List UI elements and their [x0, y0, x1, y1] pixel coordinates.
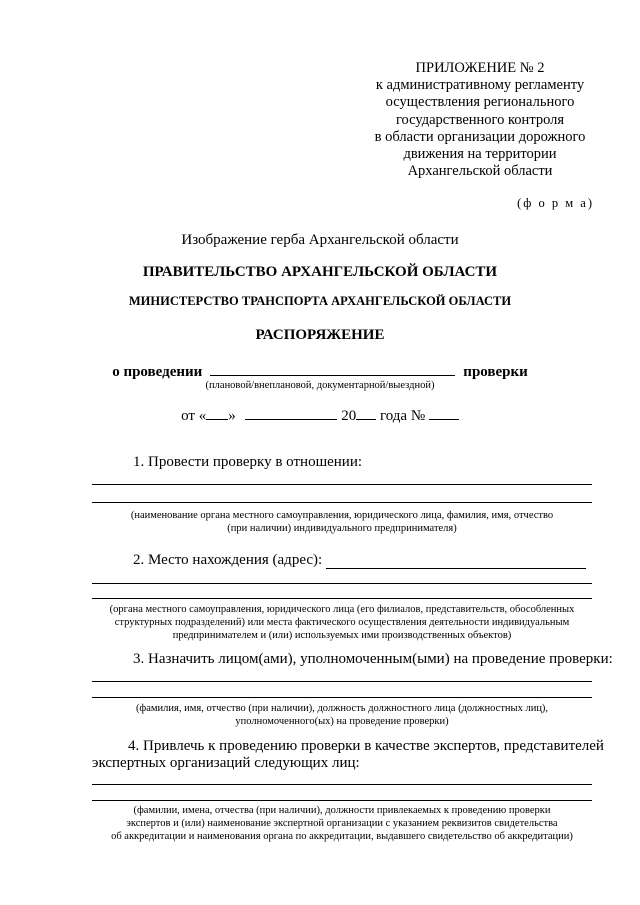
item-1-label: 1. Провести проверку в отношении:	[133, 454, 363, 470]
item-3-fill-line[interactable]	[92, 697, 592, 698]
item-2-fill-line[interactable]	[92, 583, 592, 584]
address-blank[interactable]	[326, 568, 586, 569]
month-blank[interactable]	[245, 406, 337, 420]
hint-line: предпринимателем и (или) используемых ими производственных объектов)	[172, 630, 512, 642]
check-type-line	[0, 362, 640, 381]
appendix-title: ПРИЛОЖЕНИЕ № 2	[415, 60, 545, 76]
item-3-hint	[92, 702, 592, 728]
item-3-label: 3. Назначить лицом(ами), уполномоченным(ыми) на проведение проверки:	[133, 651, 613, 667]
day-blank[interactable]	[206, 406, 228, 420]
item-2-fill-line[interactable]	[92, 598, 592, 599]
government-title: ПРАВИТЕЛЬСТВО АРХАНГЕЛЬСКОЙ ОБЛАСТИ	[142, 264, 498, 280]
form-label: (ф о р м а)	[517, 196, 594, 210]
item-1-hint	[92, 509, 592, 535]
document-type: РАСПОРЯЖЕНИЕ	[255, 327, 385, 343]
date-close-quote: »	[228, 408, 236, 424]
date-from: от «	[181, 408, 207, 424]
hint-line: (наименование органа местного самоуправления, юридического лица, фамилия, имя, отчество	[130, 510, 554, 521]
appendix-line: осуществления регионального	[385, 94, 575, 111]
appendix-line: Архангельской области	[407, 163, 553, 180]
check-type-hint: (плановой/внеплановой, документарной/выездной)	[205, 380, 435, 391]
hint-line: (фамилии, имена, отчества (при наличии), должности привлекаемых к проведению проверки	[133, 805, 551, 816]
hint-line: структурных подразделений) или места фактического осуществления деятельности индивидуальным	[114, 617, 570, 629]
item-2-label: 2. Место нахождения (адрес):	[133, 552, 323, 568]
appendix-line: в области организации дорожного	[374, 128, 586, 145]
item-4-hint	[80, 804, 604, 844]
year-blank[interactable]	[356, 406, 376, 420]
order-number-blank[interactable]	[429, 406, 459, 420]
hint-line: об аккредитации и наименования органа по аккредитации, выдавшего свидетельство об аккредитации)	[111, 831, 573, 843]
hint-line: уполномоченного(ых) на проведение проверки)	[235, 716, 449, 728]
year-prefix: 20	[341, 408, 357, 424]
hint-line: экспертов и (или) наименование экспертной организации с указанием реквизитов свидетельства	[126, 818, 558, 830]
appendix-line: государственного контроля	[395, 111, 565, 128]
item-1-fill-line[interactable]	[92, 502, 592, 503]
check-suffix: проверки	[463, 364, 528, 380]
item-3-fill-line[interactable]	[92, 681, 592, 682]
ministry-title: МИНИСТЕРСТВО ТРАНСПОРТА АРХАНГЕЛЬСКОЙ ОБЛАСТИ	[128, 294, 512, 308]
appendix-line: движения на территории	[403, 146, 557, 163]
appendix-line: к административному регламенту	[375, 77, 585, 94]
check-type-blank[interactable]	[210, 362, 455, 376]
hint-line: (при наличии) индивидуального предпринимателя)	[227, 523, 457, 535]
hint-line: (органа местного самоуправления, юридического лица (его филиалов, представительств, обособленных	[109, 604, 575, 615]
item-2-hint	[80, 603, 604, 643]
coat-of-arms-placeholder: Изображение герба Архангельской области	[181, 232, 459, 248]
item-4-label-continued: экспертных организаций следующих лиц:	[92, 755, 360, 771]
appendix-block	[360, 60, 600, 180]
date-number-line	[0, 406, 640, 425]
check-prefix: о проведении	[112, 364, 203, 380]
year-number-label: года №	[379, 408, 426, 424]
item-4-label: 4. Привлечь к проведению проверки в качестве экспертов, представителей	[128, 738, 604, 754]
hint-line: (фамилия, имя, отчество (при наличии), должность должностного лица (должностных лиц),	[135, 703, 549, 714]
item-1-fill-line[interactable]	[92, 484, 592, 485]
item-4-fill-line[interactable]	[92, 784, 592, 785]
item-4-fill-line[interactable]	[92, 800, 592, 801]
